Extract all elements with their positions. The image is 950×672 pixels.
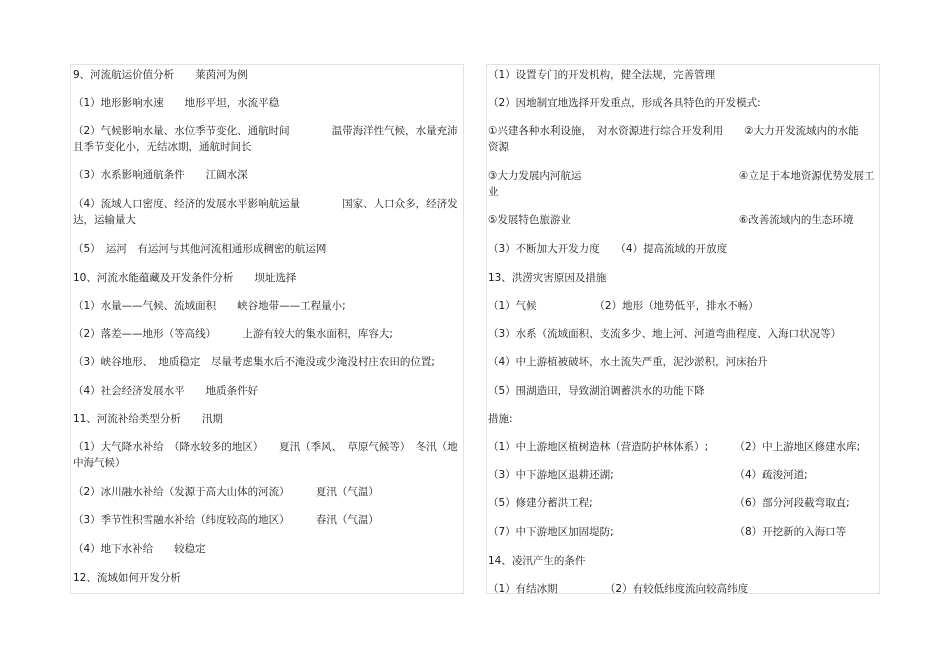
item-12-1: （1）设置专门的开发机构，健全法规，完善管理 (488, 69, 716, 81)
item-10-4: （4）社会经济发展水平 地质条件好 (73, 385, 259, 397)
measure-5-6: （5）修建分蓄洪工程; （6）部分河段截弯取直; (488, 497, 850, 509)
item-11-3: （3）季节性积雪融水补给（纬度较高的地区） 春汛（气温） (73, 514, 379, 526)
item-10-1: （1）水量——气候、流域面积 峡谷地带——工程量小; (73, 300, 346, 312)
measure-3-4: （3）中下游地区退耕还湖; （4）疏浚河道; (488, 469, 808, 481)
measure-7-8: （7）中下游地区加固堤防; （8）开挖新的入海口等 (488, 526, 847, 538)
item-11-1: （1）大气降水补给 （降水较多的地区） 夏汛（季风、 草原气候等） 冬汛（地 (73, 441, 458, 453)
item-11-4: （4）地下水补给 较稳定 (73, 543, 206, 555)
heading-11: 11、河流补给类型分析 汛期 (73, 413, 223, 425)
item-12-2: （2）因地制宜地选择开发重点，形成各具特色的开发模式: (488, 97, 761, 109)
measures-label: 措施: (488, 413, 513, 425)
measure-1-2: （1）中上游地区植树造林（营造防护林体系）; （2）中上游地区修建水库; (488, 441, 861, 453)
item-12-2-c: ⑤发展特色旅游业 ⑥改善流域内的生态环境 (488, 214, 854, 226)
item-10-2: （2）落差——地形（等高线） 上游有较大的集水面积，库容大; (73, 328, 393, 340)
item-12-3: （3）不断加大开发力度 （4）提高流域的开放度 (488, 243, 728, 255)
heading-9: 9、河流航运价值分析 莱茵河为例 (73, 69, 248, 81)
item-9-2: （2）气候影响水量、水位季节变化、通航时间 温带海洋性气候，水量充沛 (73, 125, 458, 137)
heading-14: 14、凌汛产生的条件 (488, 555, 586, 567)
item-13-3: （3）水系（流域面积、支流多少、地上河、河道弯曲程度、入海口状况等） (488, 328, 842, 340)
item-10-3: （3）峡谷地形、 地质稳定 尽量考虑集水后不淹没或少淹没村庄农田的位置; (73, 356, 435, 368)
heading-13: 13、洪涝灾害原因及措施 (488, 272, 607, 284)
heading-10: 10、河流水能蕴藏及开发条件分析 坝址选择 (73, 272, 297, 284)
heading-12: 12、流域如何开发分析 (73, 572, 181, 584)
item-12-2-b-cont: 业 (488, 186, 499, 198)
item-12-2-b: ③大力发展内河航运 ④立足于本地资源优势发展工 (488, 170, 875, 182)
item-9-2-cont: 且季节变化小，无结冰期，通航时间长 (73, 141, 252, 153)
item-9-3: （3）水系影响通航条件 江阔水深 (73, 169, 248, 181)
item-13-4: （4）中上游植被破坏，水土流失严重，泥沙淤积，河床抬升 (488, 356, 768, 368)
item-11-2: （2）冰川融水补给（发源于高大山体的河流） 夏汛（气温） (73, 486, 379, 498)
item-9-4: （4）流域人口密度、经济的发展水平影响航运量 国家、人口众多，经济发 (73, 198, 458, 210)
item-13-1: （1）气候 （2）地形（地势低平，排水不畅） (488, 300, 759, 312)
item-14-1: （1）有结冰期 （2）有较低纬度流向较高纬度 (488, 583, 749, 595)
item-9-5: （5） 运河 有运河与其他河流相通形成稠密的航运网 (73, 243, 327, 255)
item-9-4-cont: 达，运输量大 (73, 214, 136, 226)
item-12-2-a: ①兴建各种水利设施， 对水资源进行综合开发利用 ②大力开发流域内的水能 (488, 125, 859, 137)
item-12-2-a-cont: 资源 (488, 141, 509, 153)
item-9-1: （1）地形影响水速 地形平坦，水流平稳 (73, 97, 280, 109)
item-13-5: （5）围湖造田，导致湖泊调蓄洪水的功能下降 (488, 385, 705, 397)
item-11-1-cont: 中海气候） (73, 457, 126, 469)
